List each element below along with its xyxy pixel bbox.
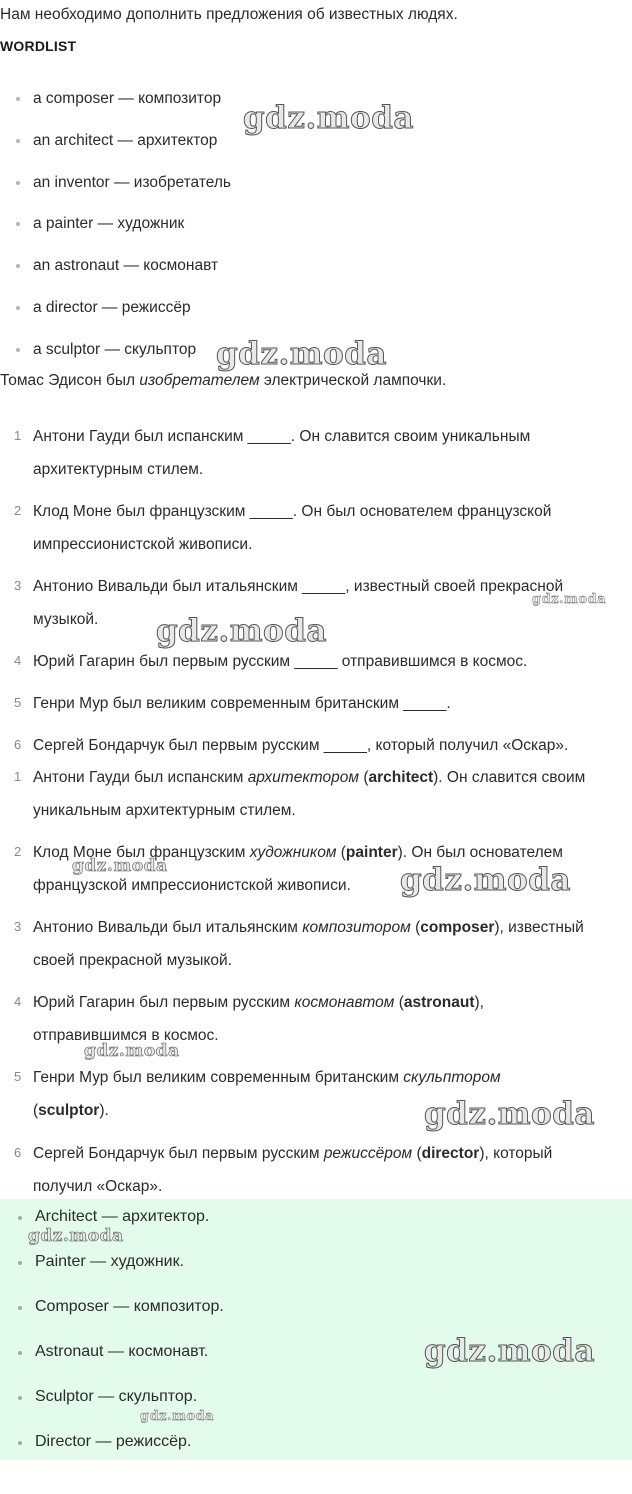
wordlist-item: a composer — композитор: [0, 89, 231, 131]
answer-text: (: [359, 769, 369, 786]
answer-russian-word: скульптором: [403, 1069, 501, 1086]
intro-text: Нам необходимо дополнить предложения об известных людях.: [0, 6, 458, 23]
summary-list: [0, 1208, 632, 1478]
watermark: gdz.moda: [28, 1226, 124, 1246]
answer-line: уникальным архитектурным стилем.: [33, 802, 296, 819]
answer-line: [33, 1061, 632, 1094]
answer-english-word: astronaut: [403, 994, 475, 1011]
wordlist-item: an inventor — изобретатель: [0, 173, 231, 215]
answer-text: Антонио Вивальди был итальянским: [33, 919, 303, 936]
summary-box: [0, 1199, 632, 1460]
watermark: gdz.moda: [84, 1041, 180, 1061]
example-before: Томас Эдисон был: [0, 372, 140, 389]
watermark: gdz.moda: [532, 592, 607, 607]
answer-text: (: [410, 919, 421, 936]
question-line: Юрий Гагарин был первым русским _____ отправившимся в космос.: [33, 653, 528, 670]
answer-number: 2: [14, 844, 22, 859]
question-number: 1: [14, 428, 22, 443]
answer-text: ), который: [479, 1145, 553, 1162]
answer-text: Антони Гауди был испанским: [33, 769, 248, 786]
answer-line: своей прекрасной музыкой.: [33, 952, 232, 969]
answer-text: ),: [474, 994, 484, 1011]
wordlist-item: a director — режиссёр: [0, 298, 231, 340]
answer-russian-word: архитектором: [247, 769, 360, 786]
question-line: Сергей Бондарчук был первым русским _____, который получил «Оскар».: [33, 737, 569, 754]
answer-text: ). Он славится своим: [433, 769, 586, 786]
watermark: gdz.moda: [216, 336, 387, 372]
watermark: gdz.moda: [400, 862, 571, 898]
answer-english-word: sculptor: [38, 1102, 100, 1119]
answer-text: Юрий Гагарин был первым русским: [33, 994, 295, 1011]
question-number: 3: [14, 578, 22, 593]
answer-number: 1: [14, 769, 22, 784]
answer-english-word: director: [421, 1145, 480, 1162]
question-number: 5: [14, 695, 22, 710]
question-line: Генри Мур был великим современным британским _____.: [33, 695, 451, 712]
answer-line: отправившимся в космос.: [33, 1027, 219, 1044]
summary-item: Painter — художник.: [0, 1253, 632, 1298]
wordlist-item: a painter — художник: [0, 214, 231, 256]
answer-line: французской импрессионистской живописи.: [33, 877, 351, 894]
answer-text: ).: [99, 1102, 109, 1119]
answer-text: Генри Мур был великим современным британским: [33, 1069, 404, 1086]
wordlist-item: a sculptor — скульптор: [0, 340, 231, 382]
question-line: Клод Моне был французским _____. Он был основателем французской: [33, 503, 552, 520]
answer-line: [33, 836, 632, 869]
example-after: электрической лампочки.: [259, 372, 447, 389]
answer-text: ), известный: [494, 919, 584, 936]
watermark: gdz.moda: [243, 100, 414, 136]
summary-item: Astronaut — космонавт.: [0, 1343, 632, 1388]
example-sentence: [0, 372, 446, 390]
answer-russian-word: космонавтом: [294, 994, 395, 1011]
question-number: 4: [14, 653, 22, 668]
answer-text: Клод Моне был французским: [33, 844, 250, 861]
answer-number: 5: [14, 1069, 22, 1084]
question-line: Антонио Вивальди был итальянским _____, известный своей прекрасной: [33, 578, 564, 595]
answer-russian-word: режиссёром: [323, 1145, 413, 1162]
question-line: Антони Гауди был испанским _____. Он славится своим уникальным: [33, 428, 531, 445]
answer-text: (: [33, 1102, 39, 1119]
answer-russian-word: художником: [249, 844, 337, 861]
question-line: музыкой.: [33, 611, 99, 628]
answer-line: [33, 986, 632, 1019]
summary-item: Sculptor — скульптор.: [0, 1388, 632, 1433]
answer-line: [33, 761, 632, 794]
question-line: импрессионистской живописи.: [33, 536, 253, 553]
answer-english-word: painter: [345, 844, 398, 861]
wordlist-item: an architect — архитектор: [0, 131, 231, 173]
question-line: архитектурным стилем.: [33, 461, 204, 478]
answer-text: ). Он был основателем: [397, 844, 563, 861]
summary-item: Architect — архитектор.: [0, 1208, 632, 1253]
watermark: gdz.moda: [140, 1409, 215, 1424]
answer-english-word: architect: [368, 769, 434, 786]
answer-russian-word: композитором: [302, 919, 411, 936]
answer-number: 6: [14, 1145, 22, 1160]
answer-line: [33, 1137, 632, 1170]
example-highlight: изобретателем: [139, 372, 260, 389]
answer-english-word: composer: [420, 919, 495, 936]
watermark: gdz.moda: [424, 1096, 595, 1132]
answer-text: Сергей Бондарчук был первым русским: [33, 1145, 324, 1162]
wordlist: [0, 89, 231, 382]
answer-line: получил «Оскар».: [33, 1178, 163, 1195]
summary-item: Composer — композитор.: [0, 1298, 632, 1343]
answer-line: [33, 911, 632, 944]
watermark: gdz.moda: [424, 1333, 595, 1369]
answer-text: (: [394, 994, 404, 1011]
answer-number: 4: [14, 994, 22, 1009]
question-number: 6: [14, 737, 22, 752]
watermark: gdz.moda: [156, 613, 327, 649]
answer-text: (: [336, 844, 346, 861]
wordlist-heading: WORDLIST: [0, 38, 77, 54]
wordlist-item: an astronaut — космонавт: [0, 256, 231, 298]
answer-line: [33, 1094, 632, 1127]
question-number: 2: [14, 503, 22, 518]
answer-number: 3: [14, 919, 22, 934]
watermark: gdz.moda: [72, 856, 168, 876]
summary-item: Director — режиссёр.: [0, 1433, 632, 1478]
answer-text: (: [412, 1145, 422, 1162]
